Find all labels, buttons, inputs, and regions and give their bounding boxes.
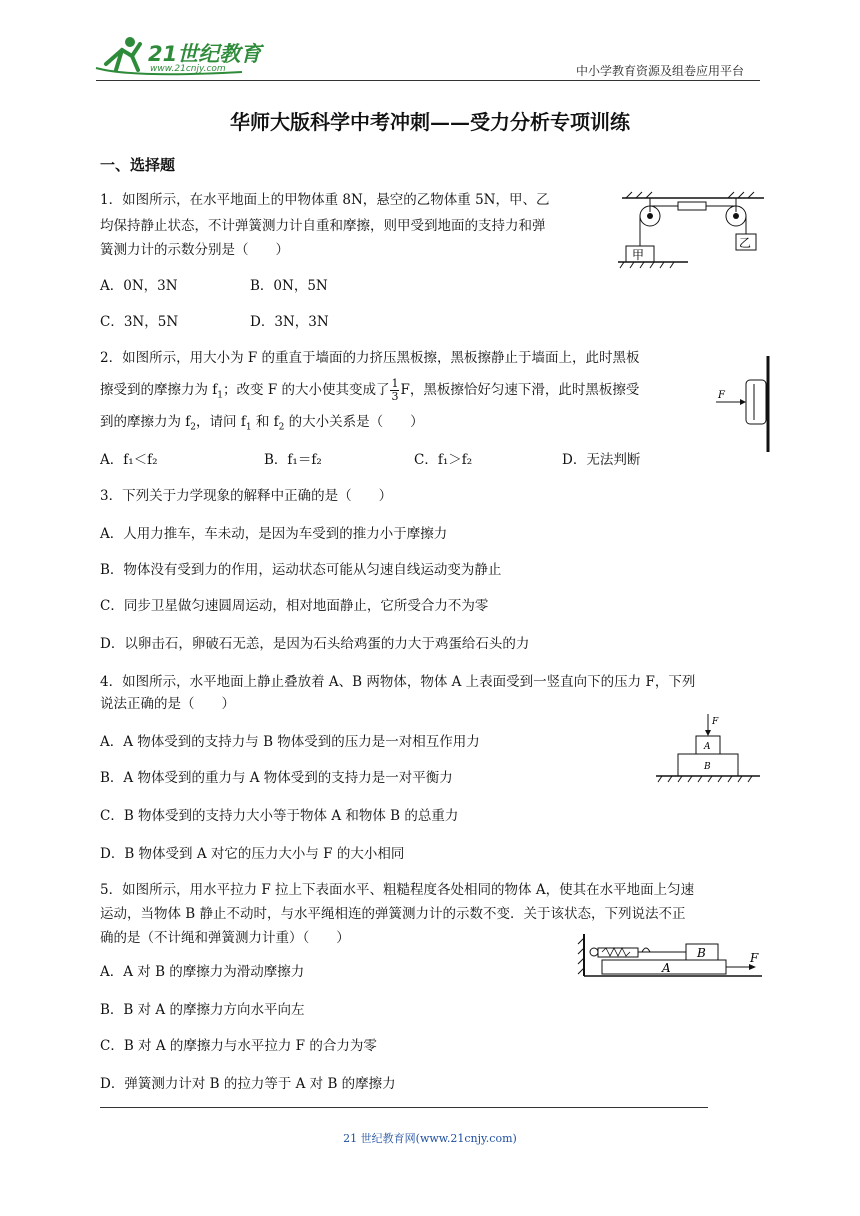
q1-line2: 均保持静止状态，不计弹簧测力计自重和摩擦，则甲受到地面的支持力和弹 bbox=[100, 218, 546, 234]
q5-label-a: A bbox=[662, 961, 671, 975]
q1-option-c: C．3N，5N bbox=[100, 314, 179, 330]
q3-stem: 3．下列关于力学现象的解释中正确的是（ ） bbox=[100, 488, 393, 504]
header-rule bbox=[96, 80, 760, 81]
q4-option-d: D．B 物体受到 A 对它的压力大小与 F 的大小相同 bbox=[100, 846, 405, 862]
q2-line1: 2．如图所示，用大小为 F 的重直于墙面的力挤压黑板擦，黑板擦静止于墙面上，此时黑板 bbox=[100, 350, 640, 366]
q2-figure bbox=[716, 354, 776, 454]
q1-option-d: D．3N，3N bbox=[250, 314, 329, 330]
q4-label-f: F bbox=[712, 717, 719, 727]
section-heading: 一、选择题 bbox=[100, 156, 176, 174]
logo-url: www.21cnjy.com bbox=[150, 64, 226, 74]
q2-option-b: B．f₁＝f₂ bbox=[264, 452, 322, 468]
footer-rule bbox=[100, 1107, 708, 1108]
q2-line2: 擦受到的摩擦力为 $f_1$；改变 F 的大小使其变成了 $\frac{1}{3}$ F，黑板擦恰好匀速下滑，此时黑板擦受 bbox=[100, 377, 640, 403]
q3-option-d: D．以卵击石，卵破石无恙，是因为石头给鸡蛋的力大于鸡蛋给石头的力 bbox=[100, 636, 530, 652]
q2-option-a: A．f₁＜f₂ bbox=[100, 452, 158, 468]
q2-label-f: F bbox=[718, 390, 725, 401]
q3-option-b: B．物体没有受到力的作用，运动状态可能从匀速自线运动变为静止 bbox=[100, 562, 502, 578]
q5-label-b: B bbox=[697, 946, 706, 960]
q5-line2: 运动，当物体 B 静止不动时，与水平绳相连的弹簧测力计的示数不变．关于该状态，下列说法不正 bbox=[100, 906, 686, 922]
q4-option-c: C．B 物体受到的支持力大小等于物体 A 和物体 B 的总重力 bbox=[100, 808, 459, 824]
logo-text: 21世纪教育 bbox=[148, 42, 262, 66]
q4-option-b: B．A 物体受到的重力与 A 物体受到的支持力是一对平衡力 bbox=[100, 770, 453, 786]
q1-line1: 1．如图所示，在水平地面上的甲物体重 8N，悬空的乙物体重 5N，甲、乙 bbox=[100, 192, 550, 208]
q5-line3: 确的是（不计绳和弹簧测力计重）（ ） bbox=[100, 930, 350, 946]
page-title: 华师大版科学中考冲刺——受力分析专项训练 bbox=[230, 110, 630, 134]
footer-text: 21 世纪教育网(www.21cnjy.com) bbox=[343, 1132, 517, 1145]
q3-option-c: C．同步卫星做匀速圆周运动，相对地面静止，它所受合力不为零 bbox=[100, 598, 489, 614]
q4-figure bbox=[654, 712, 764, 786]
platform-name: 中小学教育资源及组卷应用平台 bbox=[576, 64, 745, 78]
q1-line3: 簧测力计的示数分别是（ ） bbox=[100, 242, 289, 258]
q5-label-f: F bbox=[750, 951, 759, 965]
q1-option-b: B．0N，5N bbox=[250, 278, 328, 294]
q5-option-a: A．A 对 B 的摩擦力为滑动摩擦力 bbox=[100, 964, 305, 980]
q2-line3: 到的摩擦力为 $f_2$，请问 $f_1$ 和 $f_2$ 的大小关系是（ ） bbox=[100, 414, 424, 433]
q5-figure bbox=[576, 930, 766, 982]
q5-option-b: B．B 对 A 的摩擦力方向水平向左 bbox=[100, 1002, 305, 1018]
fraction-one-third: $\frac{1}{3}$ bbox=[391, 377, 399, 403]
q4-label-a: A bbox=[704, 742, 711, 752]
q4-line2: 说法正确的是（ ） bbox=[100, 696, 235, 712]
q4-line1: 4．如图所示，水平地面上静止叠放着 A、B 两物体，物体 A 上表面受到一竖直向下的压力 F，下列 bbox=[100, 674, 696, 690]
q5-line1: 5．如图所示，用水平拉力 F 拉上下表面水平、粗糙程度各处相同的物体 A，使其在水平地面上匀速 bbox=[100, 882, 695, 898]
q1-figure bbox=[618, 190, 768, 272]
q3-option-a: A．人用力推车，车未动，是因为车受到的推力小于摩擦力 bbox=[100, 526, 448, 542]
q5-option-c: C．B 对 A 的摩擦力与水平拉力 F 的合力为零 bbox=[100, 1038, 377, 1054]
q4-option-a: A．A 物体受到的支持力与 B 物体受到的压力是一对相互作用力 bbox=[100, 734, 480, 750]
q2-option-c: C．f₁＞f₂ bbox=[414, 452, 473, 468]
q4-label-b: B bbox=[704, 762, 711, 772]
q1-option-a: A．0N，3N bbox=[100, 278, 178, 294]
q1-label-yi: 乙 bbox=[739, 236, 752, 250]
q1-label-jia: 甲 bbox=[632, 248, 645, 262]
q2-option-d: D．无法判断 bbox=[562, 452, 641, 468]
q5-option-d: D．弹簧测力计对 B 的拉力等于 A 对 B 的摩擦力 bbox=[100, 1076, 396, 1092]
